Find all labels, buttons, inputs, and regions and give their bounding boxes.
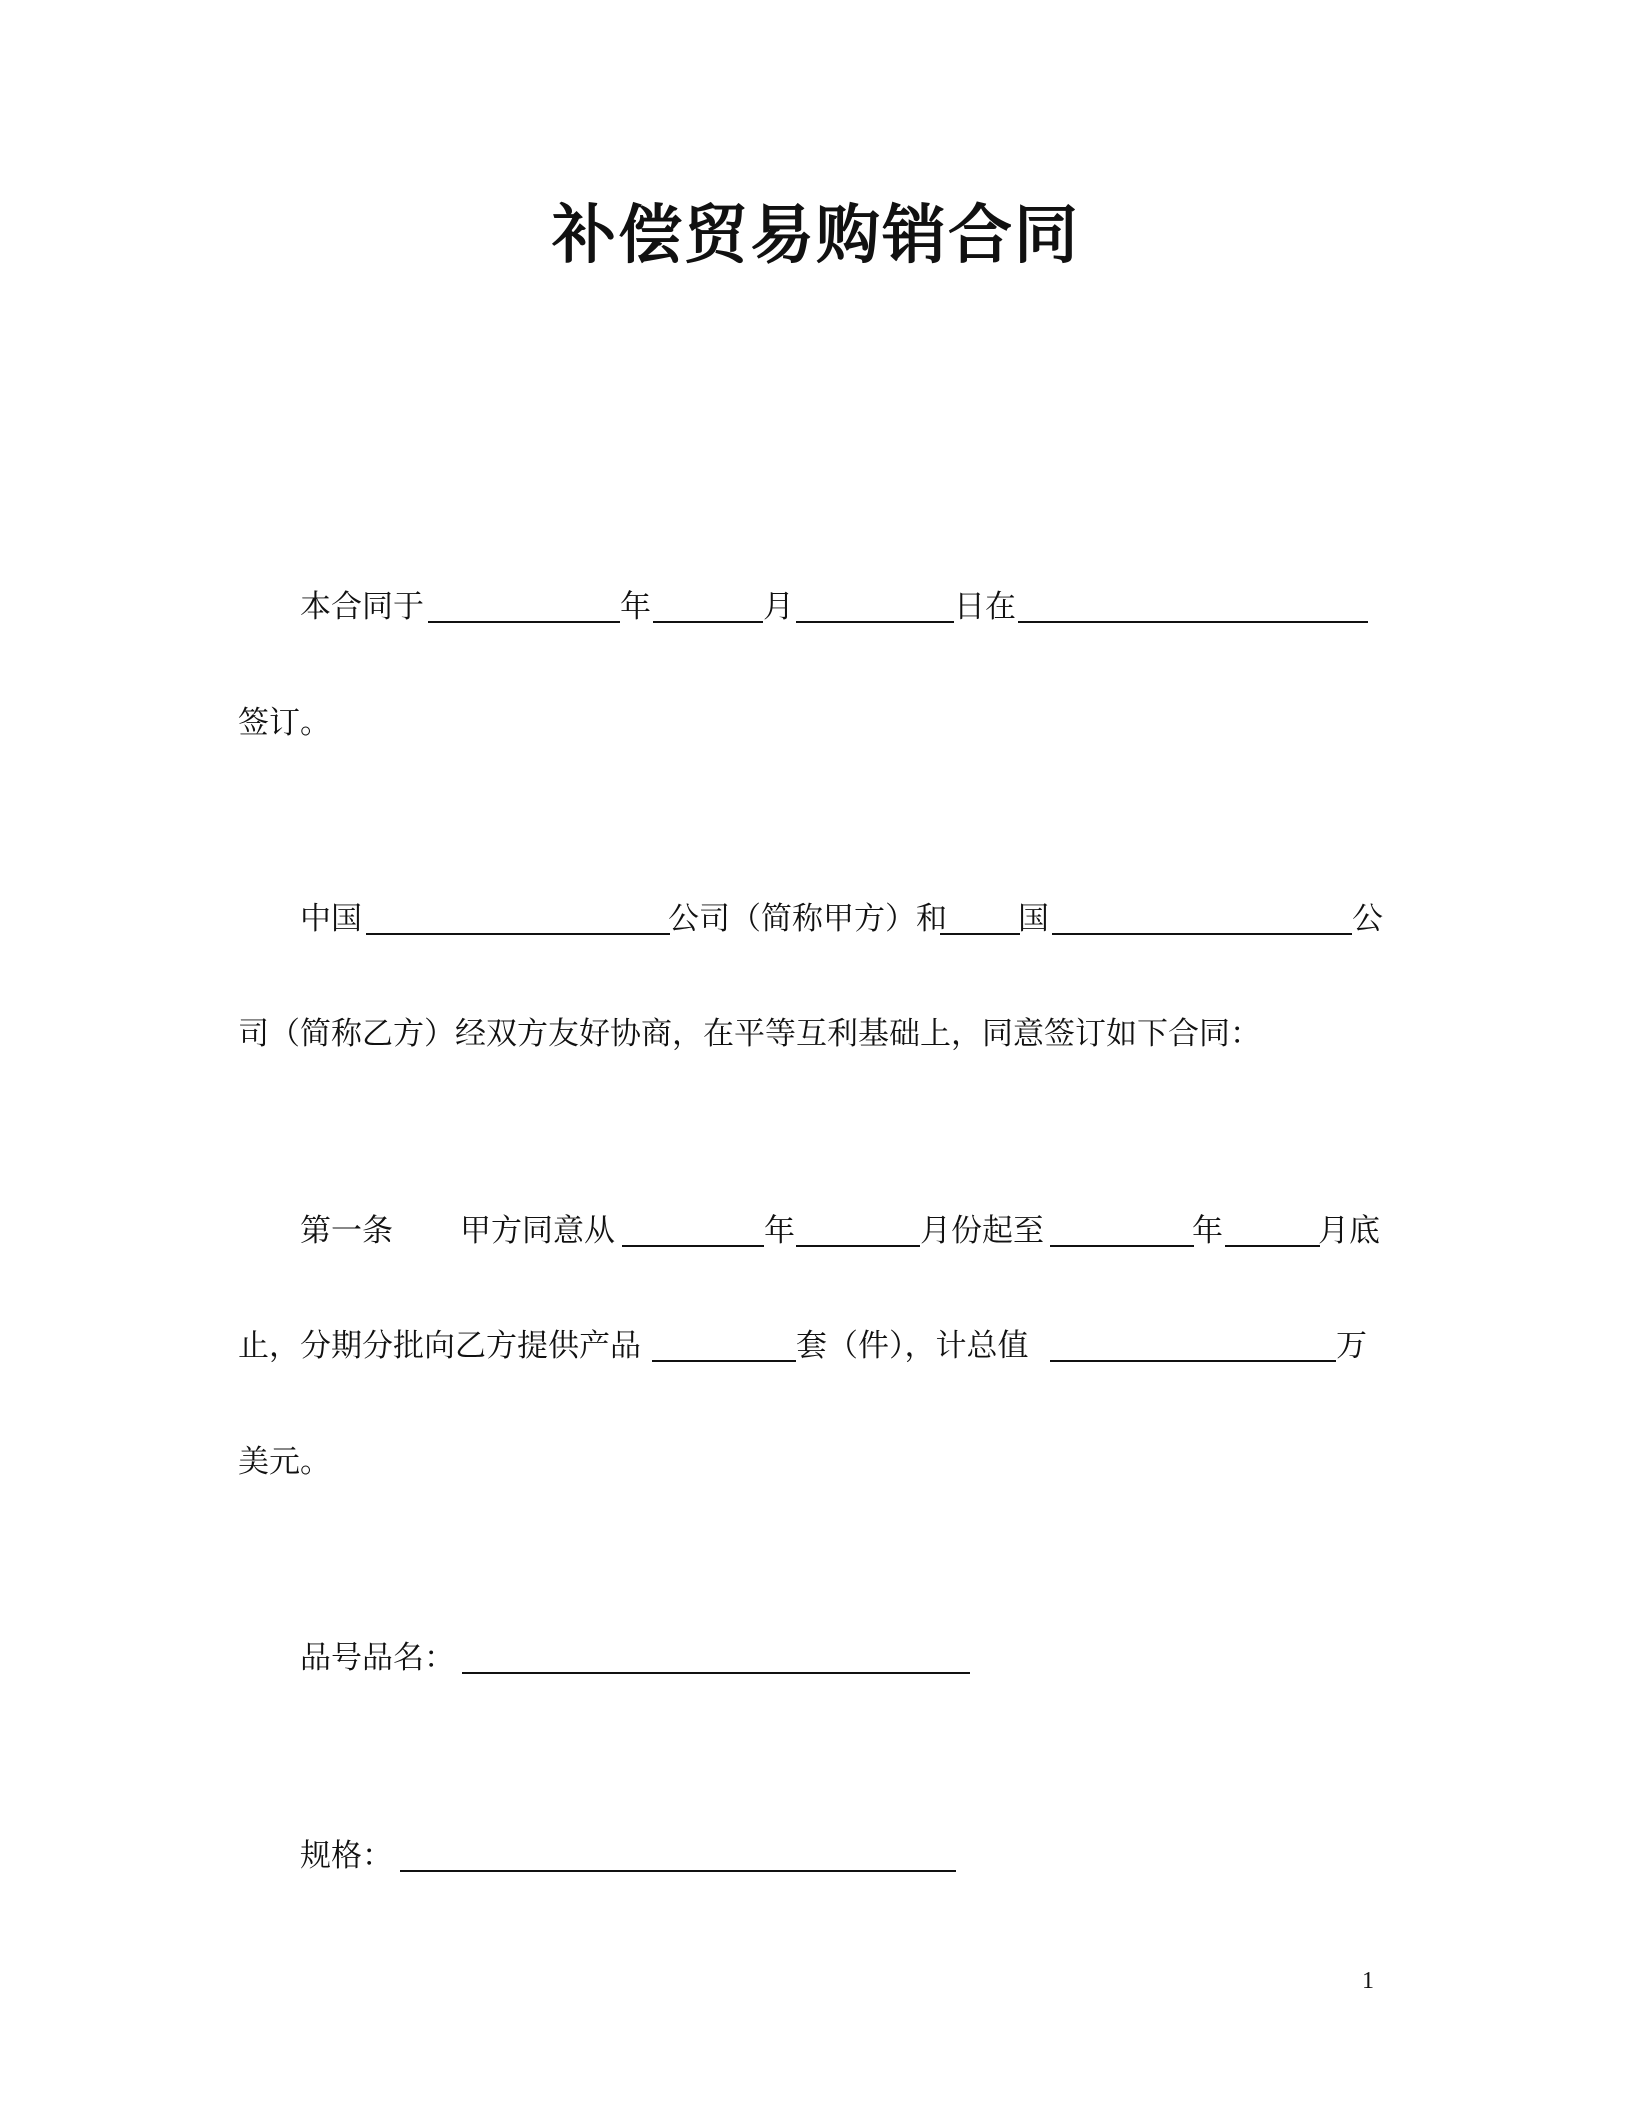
month-blank[interactable] <box>653 621 763 623</box>
parties-line <box>0 899 1632 939</box>
day-blank[interactable] <box>796 621 954 623</box>
spec-blank[interactable] <box>400 1870 956 1872</box>
quantity-unit-text: 套（件），计总值 <box>796 1328 1029 1364</box>
signed-text: 签订。 <box>238 705 331 741</box>
end-month-label: 月底 <box>1318 1213 1380 1249</box>
day-place-label: 日在 <box>954 589 1016 625</box>
article-1-lead-text: 甲方同意从 <box>460 1213 615 1249</box>
article-1-line <box>0 1211 1632 1251</box>
end-year-label: 年 <box>1192 1213 1223 1249</box>
parties-continuation-line <box>0 1014 1632 1054</box>
company-tail-text: 公 <box>1352 901 1383 937</box>
country-label: 国 <box>1018 901 1049 937</box>
start-year-label: 年 <box>764 1213 795 1249</box>
item-name-label: 品号品名： <box>300 1640 455 1676</box>
contract-date-line <box>0 587 1632 627</box>
signing-line <box>0 703 1632 743</box>
item-name-line <box>0 1638 1632 1678</box>
article-1-supply-line <box>0 1326 1632 1366</box>
month-label: 月 <box>763 589 794 625</box>
spec-label: 规格： <box>300 1838 393 1874</box>
supply-lead-text: 止，分期分批向乙方提供产品 <box>238 1328 641 1364</box>
article-1-label: 第一条 <box>300 1213 393 1249</box>
party-b-company-blank[interactable] <box>1052 933 1352 935</box>
article-1-currency-line <box>0 1442 1632 1482</box>
spec-line <box>0 1836 1632 1876</box>
party-a-company-blank[interactable] <box>366 933 670 935</box>
end-month-blank[interactable] <box>1225 1245 1320 1247</box>
china-label: 中国 <box>300 901 362 937</box>
party-a-label: 公司（简称甲方）和 <box>668 901 947 937</box>
year-blank[interactable] <box>428 621 620 623</box>
page-number: 1 <box>1362 1968 1374 1994</box>
currency-text: 美元。 <box>238 1444 331 1480</box>
wan-label: 万 <box>1336 1328 1367 1364</box>
end-year-blank[interactable] <box>1050 1245 1194 1247</box>
item-name-blank[interactable] <box>462 1672 970 1674</box>
quantity-blank[interactable] <box>652 1360 796 1362</box>
start-month-label: 月份起至 <box>920 1213 1044 1249</box>
date-lead-text: 本合同于 <box>300 589 424 625</box>
parties-agreement-text: 司（简称乙方）经双方友好协商，在平等互利基础上，同意签订如下合同： <box>238 1016 1261 1052</box>
start-month-blank[interactable] <box>796 1245 920 1247</box>
country-blank[interactable] <box>940 933 1020 935</box>
year-label: 年 <box>620 589 651 625</box>
page-title: 补偿贸易购销合同 <box>552 199 1080 273</box>
place-blank[interactable] <box>1018 621 1368 623</box>
total-value-blank[interactable] <box>1050 1360 1336 1362</box>
start-year-blank[interactable] <box>622 1245 764 1247</box>
